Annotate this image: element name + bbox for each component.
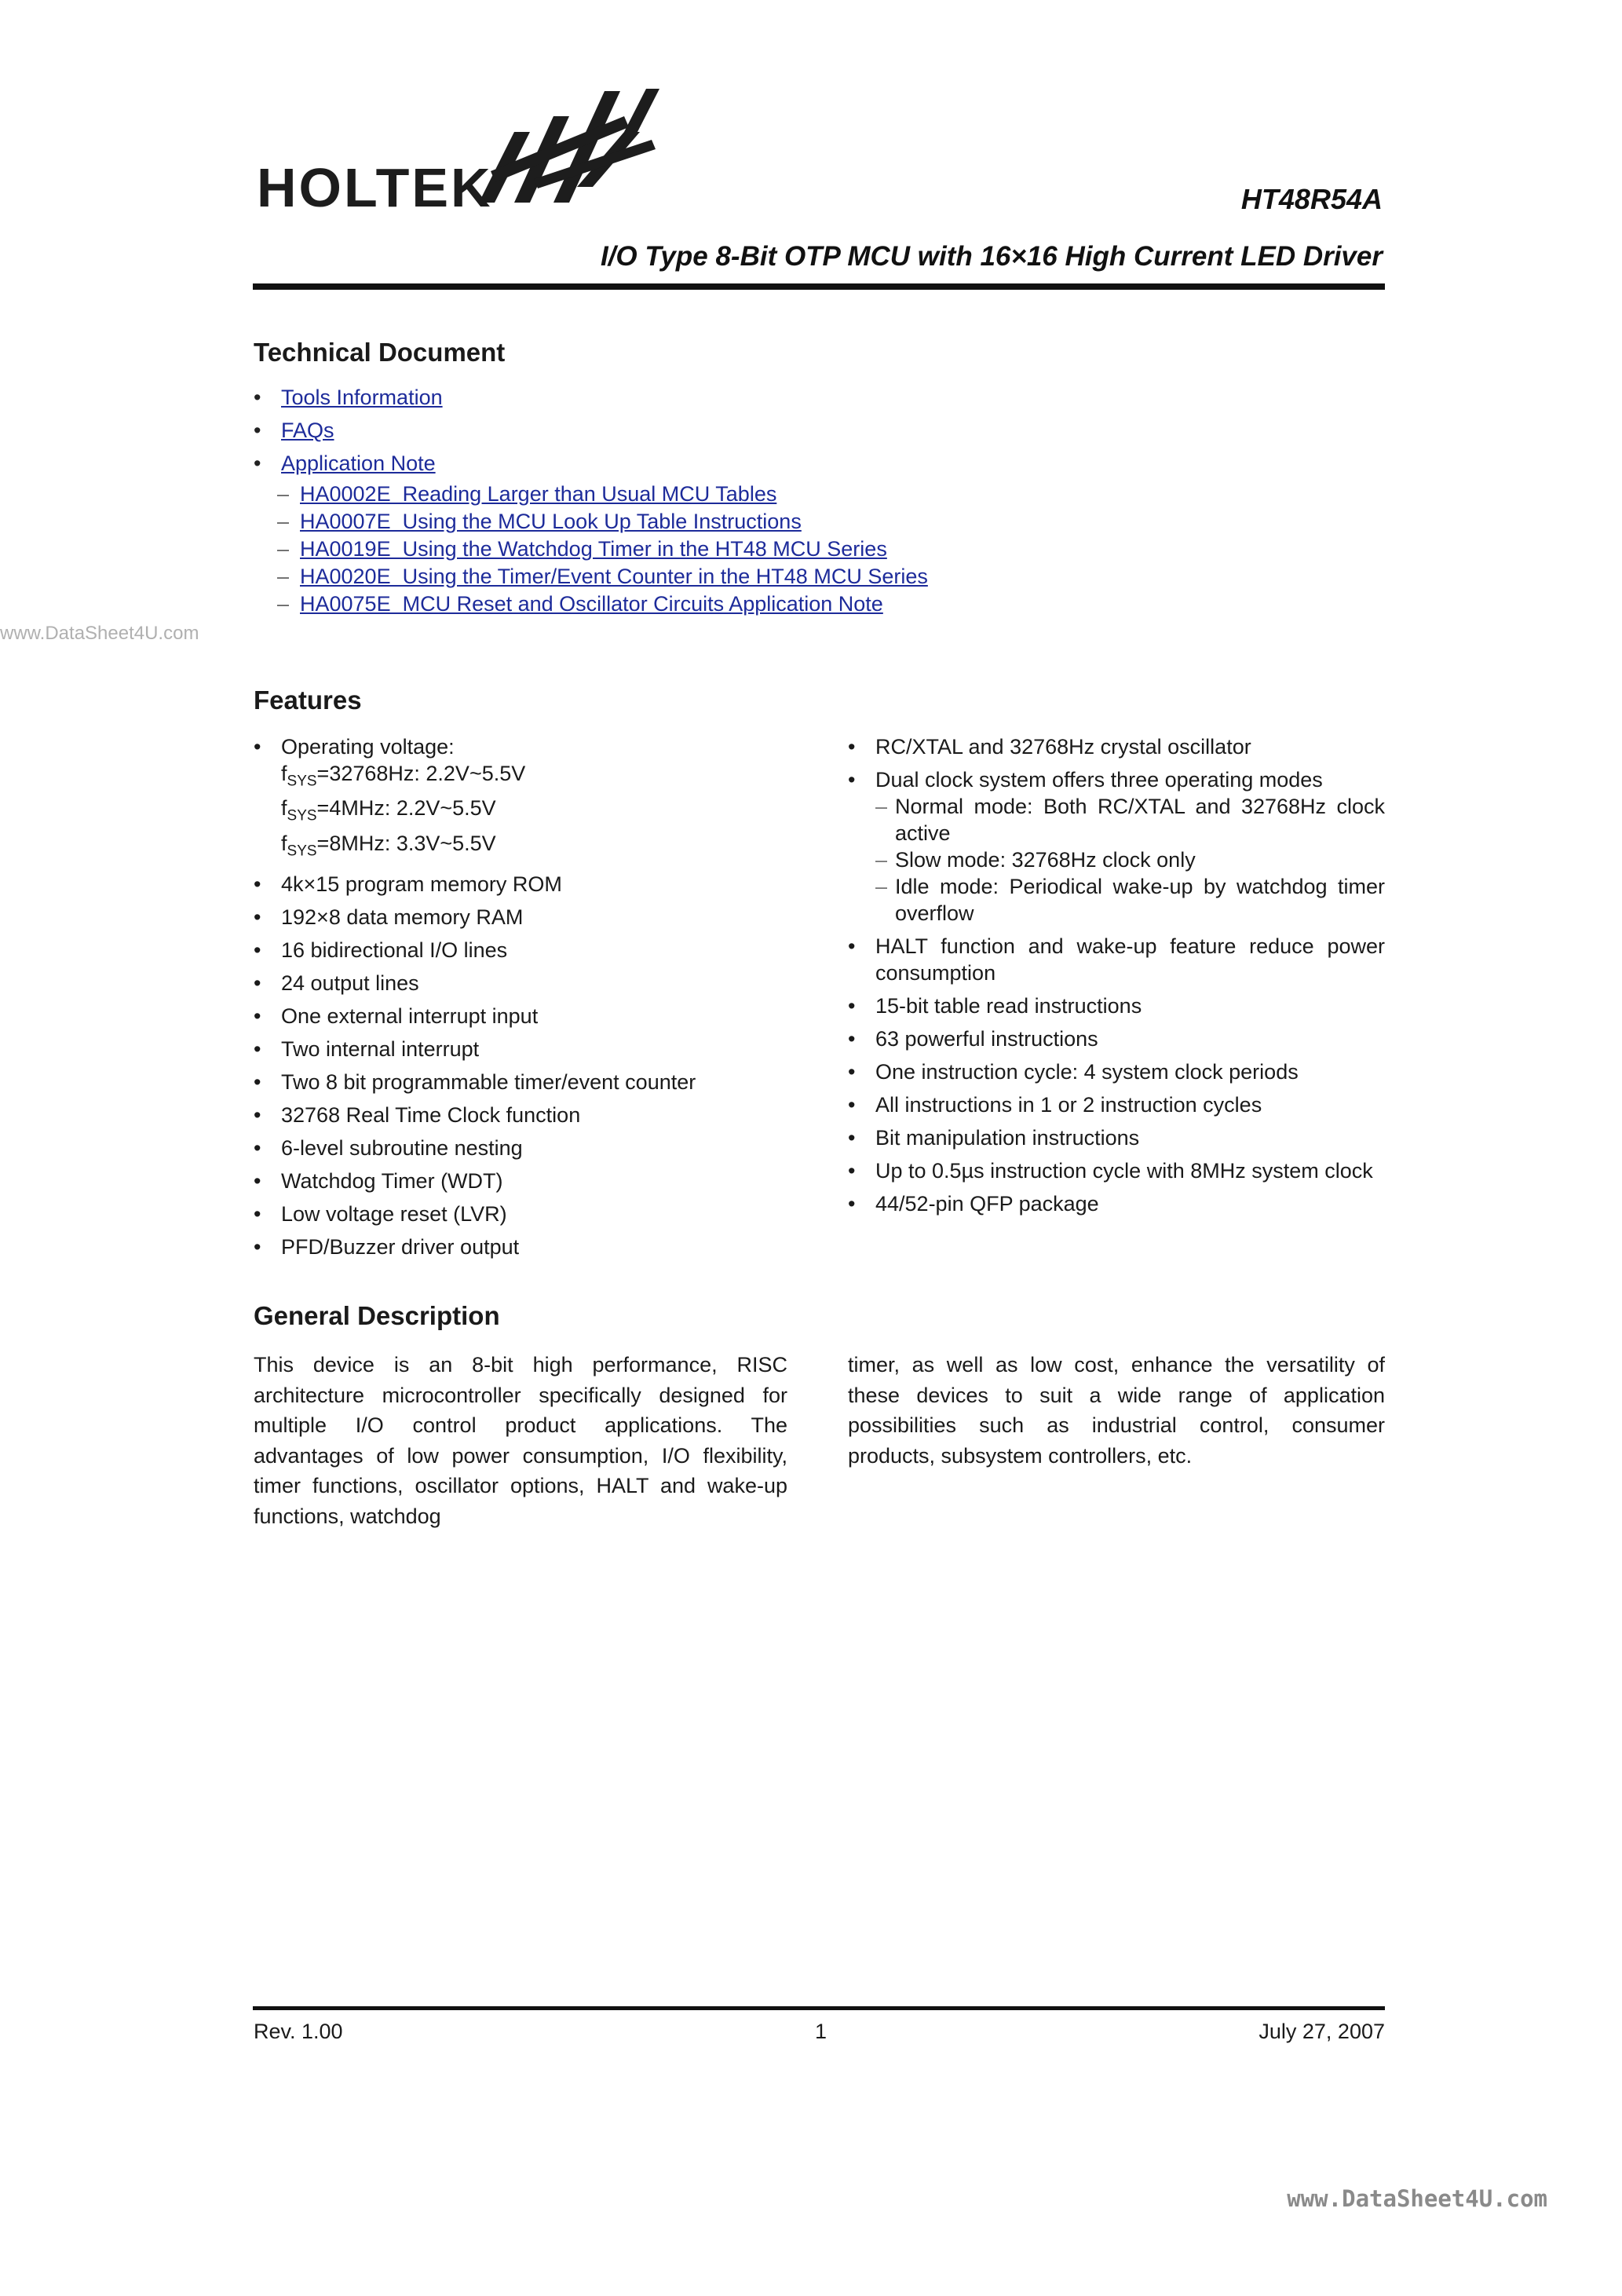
list-item: • Two 8 bit programmable timer/event counter: [254, 1069, 795, 1095]
operating-voltage-label: • Operating voltage:: [281, 735, 455, 759]
list-item: • One external interrupt input: [254, 1003, 795, 1029]
dual-clock-label: • Dual clock system offers three operating modes: [875, 768, 1323, 792]
list-item: • PFD/Buzzer driver output: [254, 1234, 795, 1260]
logo-wordmark: HOLTEK: [257, 157, 493, 218]
list-item: • One instruction cycle: 4 system clock periods: [848, 1058, 1385, 1085]
header-rule: [253, 283, 1385, 290]
app-note-ha0075e-link[interactable]: HA0075E MCU Reset and Oscillator Circuits Application Note: [300, 592, 883, 616]
list-item: [277, 590, 928, 618]
fsys-line: $f_{SYS}=4MHz$: 2.2V~5.5V: [281, 796, 496, 824]
list-item: • 24 output lines: [254, 970, 795, 996]
list-item: • All instructions in 1 or 2 instruction cycles: [848, 1091, 1385, 1118]
footer-rule: [253, 2006, 1385, 2010]
list-item: • RC/XTAL and 32768Hz crystal oscillator: [848, 733, 1385, 760]
list-item: • 44/52-pin QFP package: [848, 1190, 1385, 1217]
app-note-ha0019e-link[interactable]: HA0019E Using the Watchdog Timer in the HT48 MCU Series: [300, 537, 887, 561]
watermark-bottom: www.DataSheet4U.com: [1287, 2185, 1547, 2212]
page-number: 1: [815, 2020, 827, 2043]
watermark-left: www.DataSheet4U.com: [0, 623, 199, 644]
fsys-line: $f_{SYS}=8MHz$: 3.3V~5.5V: [281, 831, 496, 860]
list-item: • 15-bit table read instructions: [848, 993, 1385, 1019]
list-item: • 4k×15 program memory ROM: [254, 871, 795, 898]
list-item: – Normal mode: Both RC/XTAL and 32768Hz clock active: [875, 793, 1385, 846]
application-note-link[interactable]: Application Note: [281, 452, 436, 475]
list-item: [277, 508, 928, 536]
features-heading: Features: [254, 686, 362, 715]
list-item: • 63 powerful instructions: [848, 1026, 1385, 1052]
revision-label: Rev. 1.00: [254, 2020, 343, 2043]
list-item: • 32768 Real Time Clock function: [254, 1102, 795, 1128]
faqs-link[interactable]: FAQs: [281, 419, 334, 442]
application-notes-list: [277, 481, 928, 618]
list-item: [254, 447, 443, 480]
app-note-ha0020e-link[interactable]: HA0020E Using the Timer/Event Counter in the HT48 MCU Series: [300, 565, 928, 588]
list-item: [254, 414, 443, 447]
list-item: [277, 481, 928, 508]
list-item: – Idle mode: Periodical wake-up by watchdog timer overflow: [875, 873, 1385, 927]
list-item: • Low voltage reset (LVR): [254, 1201, 795, 1227]
general-description-heading: General Description: [254, 1301, 500, 1330]
list-item: [277, 563, 928, 590]
general-description-col2: timer, as well as low cost, enhance the versatility of these devices to suit a wide range of application possibilities such as industrial control, consumer products, subsystem controllers, etc.: [848, 1353, 1385, 1468]
technical-links-list: [254, 381, 443, 480]
list-item: [254, 733, 795, 865]
document-subtitle: I/O Type 8-Bit OTP MCU with 16×16 High Current LED Driver: [600, 241, 1383, 272]
technical-document-heading: Technical Document: [254, 338, 506, 367]
operating-modes-list: [875, 793, 1385, 927]
app-note-ha0007e-link[interactable]: HA0007E Using the MCU Look Up Table Instructions: [300, 510, 802, 533]
list-item: • 192×8 data memory RAM: [254, 904, 795, 930]
tools-information-link[interactable]: Tools Information: [281, 386, 443, 409]
list-item: • 16 bidirectional I/O lines: [254, 937, 795, 963]
part-number: HT48R54A: [1240, 183, 1383, 215]
fsys-line: $f_{SYS}=32768Hz$: 2.2V~5.5V: [281, 762, 526, 790]
list-item: [254, 381, 443, 414]
list-item: • Up to 0.5µs instruction cycle with 8MHz system clock: [848, 1157, 1385, 1184]
list-item: [277, 536, 928, 563]
list-item: • 6-level subroutine nesting: [254, 1135, 795, 1161]
general-description-col1: This device is an 8-bit high performance, RISC architecture microcontroller specifically designed for multiple I/O control product applications. The advantages of low power consumption, I/O flexibility, timer functions, oscillator options, HALT and wake-up functions, watchdog: [254, 1353, 787, 1528]
app-note-ha0002e-link[interactable]: HA0002E Reading Larger than Usual MCU Tables: [300, 482, 777, 506]
list-item: • Two internal interrupt: [254, 1036, 795, 1062]
list-item: • HALT function and wake-up feature reduce power consumption: [848, 933, 1385, 986]
features-right-list: [848, 733, 1385, 1223]
list-item: [848, 766, 1385, 927]
features-left-list: [254, 733, 795, 1267]
list-item: • Watchdog Timer (WDT): [254, 1168, 795, 1194]
list-item: • Bit manipulation instructions: [848, 1124, 1385, 1151]
list-item: – Slow mode: 32768Hz clock only: [875, 846, 1385, 873]
document-date: July 27, 2007: [1259, 2020, 1385, 2043]
